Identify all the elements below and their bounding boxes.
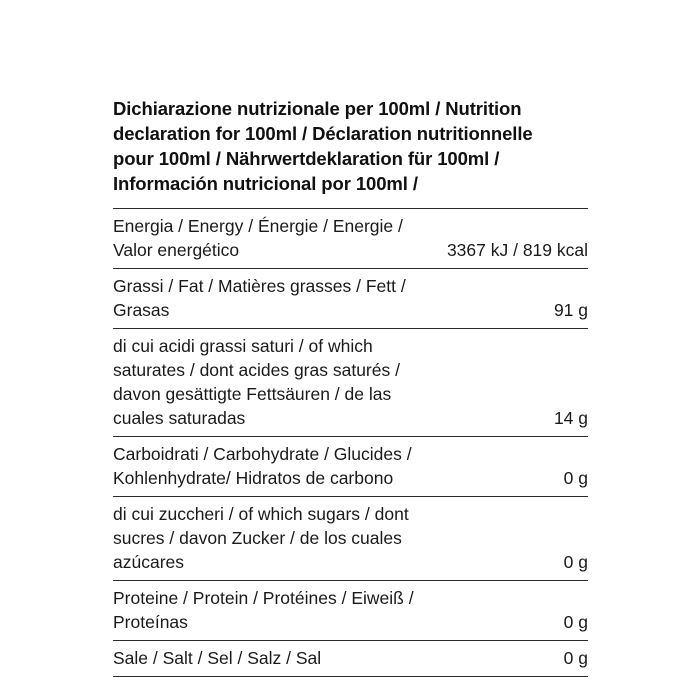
nutrient-value: 0 g bbox=[563, 468, 588, 488]
nutrient-name: di cui acidi grassi saturi / of which saturates / dont acides gras saturés / davon gesättigte Fettsäuren / de las cuales saturadas bbox=[113, 336, 400, 428]
nutrient-value: 0 g bbox=[563, 648, 588, 668]
table-row bbox=[113, 497, 588, 581]
nutrient-name: Proteine / Protein / Protéines / Eiweiß / Proteínas bbox=[113, 588, 414, 632]
nutrient-name: Carboidrati / Carbohydrate / Glucides / Kohlenhydrate/ Hidratos de carbono bbox=[113, 444, 412, 488]
table-row bbox=[113, 269, 588, 329]
table-row bbox=[113, 437, 588, 497]
nutrition-label-panel bbox=[113, 96, 588, 677]
table-row bbox=[113, 329, 588, 437]
nutrient-name: di cui zuccheri / of which sugars / dont sucres / davon Zucker / de los cuales azúcares bbox=[113, 504, 409, 572]
nutrient-value: 0 g bbox=[563, 552, 588, 572]
nutrient-name: Grassi / Fat / Matières grasses / Fett / Grasas bbox=[113, 276, 406, 320]
table-row bbox=[113, 641, 588, 677]
nutrient-value: 14 g bbox=[553, 408, 588, 428]
nutrient-name: Energia / Energy / Énergie / Energie / Valor energético bbox=[113, 216, 403, 260]
nutrient-value: 91 g bbox=[553, 300, 588, 320]
nutrient-value: 3367 kJ / 819 kcal bbox=[446, 240, 588, 260]
nutrient-value: 0 g bbox=[563, 612, 588, 632]
nutrition-declaration-heading: Dichiarazione nutrizionale per 100ml / Nutrition declaration for 100ml / Déclaration nutritionnelle pour 100ml / Nährwertdeklaration für 100ml / Información nutricional por 100ml / bbox=[113, 98, 533, 194]
table-row bbox=[113, 581, 588, 641]
nutrient-name: Sale / Salt / Sel / Salz / Sal bbox=[113, 648, 322, 668]
table-row bbox=[113, 209, 588, 269]
nutrition-facts-table bbox=[113, 208, 588, 677]
